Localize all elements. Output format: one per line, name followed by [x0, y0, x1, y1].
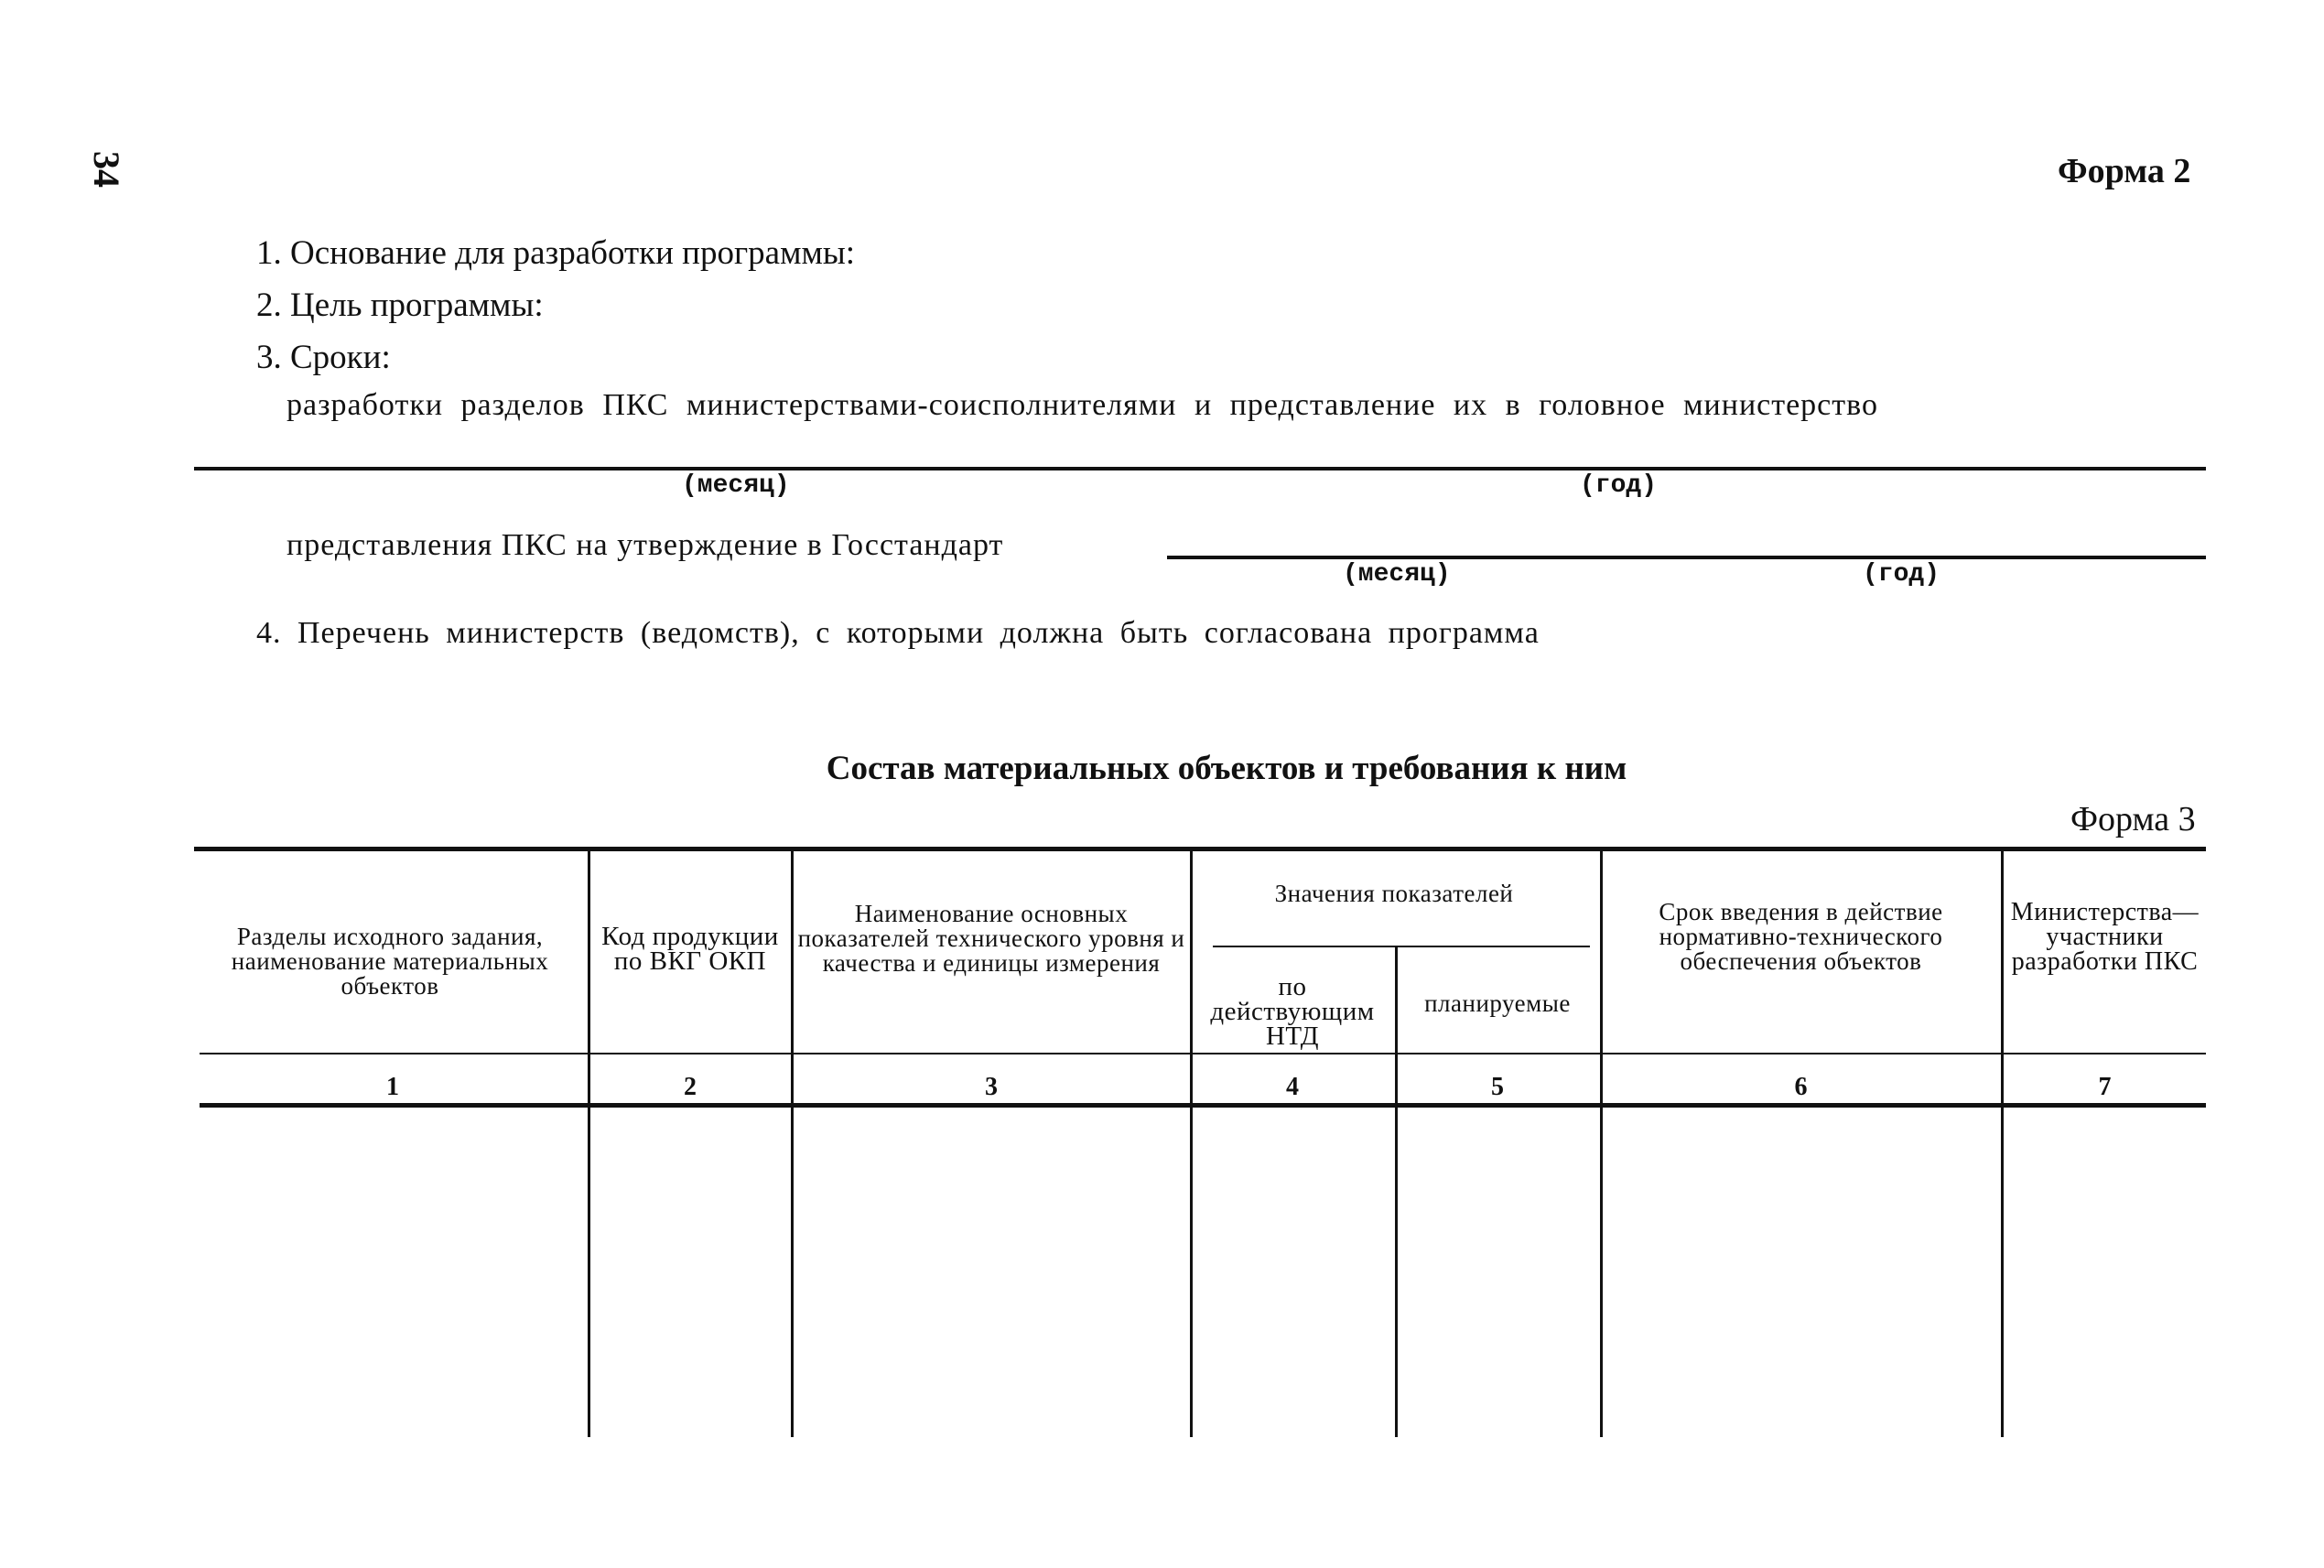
month-caption-2: (месяц): [1343, 560, 1451, 589]
column-divider-4: [1395, 947, 1398, 1437]
year-caption-2: (год): [1863, 560, 1940, 589]
item-deadlines: 3. Сроки:: [256, 339, 391, 376]
form-3-label: Форма 3: [2070, 800, 2196, 838]
form-3-title: Состав материальных объектов и требования к ним: [826, 750, 1627, 787]
header-bottom-rule: [200, 1053, 2206, 1054]
deadline-development-text: разработки разделов ПКС министерствами-соисполнителями и представление их в головное министерство: [286, 388, 1878, 422]
group-header-rule: [1213, 946, 1590, 947]
header-col-2: Код продукции по ВКГ ОКП: [601, 922, 779, 976]
header-col-4: по действующим НТД: [1210, 972, 1375, 1051]
form-2-label: Форма 2: [2058, 152, 2191, 190]
header-col-6: Срок введения в действие нормативно-технического обеспечения объектов: [1659, 898, 1943, 975]
header-col-3: Наименование основных показателей технического уровня и качества и единицы измерения: [797, 900, 1185, 977]
month-caption-1: (месяц): [682, 471, 790, 500]
item-basis: 1. Основание для разработки программы:: [256, 234, 856, 272]
header-col-5: планируемые: [1424, 989, 1571, 1017]
header-col-1: Разделы исходного задания, наименование материальных объектов: [231, 923, 549, 1000]
numbers-bottom-rule: [200, 1103, 2206, 1108]
fill-line-development[interactable]: [194, 467, 2206, 470]
year-caption-1: (год): [1580, 471, 1658, 500]
column-number: 6: [1794, 1073, 1808, 1101]
header-group-values: Значения показателей: [1274, 880, 1514, 907]
page-number: 34: [86, 151, 127, 188]
deadline-submission-text: представления ПКС на утверждение в Госстандарт: [286, 528, 1004, 562]
column-divider-3: [1190, 851, 1193, 1437]
column-number: 7: [2098, 1073, 2112, 1101]
fill-line-submission[interactable]: [1167, 556, 2206, 559]
column-number: 1: [386, 1073, 399, 1101]
item-goal: 2. Цель программы:: [256, 287, 544, 324]
column-divider-2: [791, 851, 794, 1437]
column-number: 5: [1491, 1073, 1504, 1101]
column-number: 4: [1286, 1073, 1299, 1101]
table-top-rule: [194, 847, 2206, 851]
item-ministries-list: 4. Перечень министерств (ведомств), с которыми должна быть согласована программа: [256, 616, 1540, 650]
column-number: 3: [985, 1073, 998, 1101]
header-col-7: Министерства—участники разработки ПКС: [2010, 898, 2200, 976]
column-number: 2: [684, 1073, 697, 1101]
